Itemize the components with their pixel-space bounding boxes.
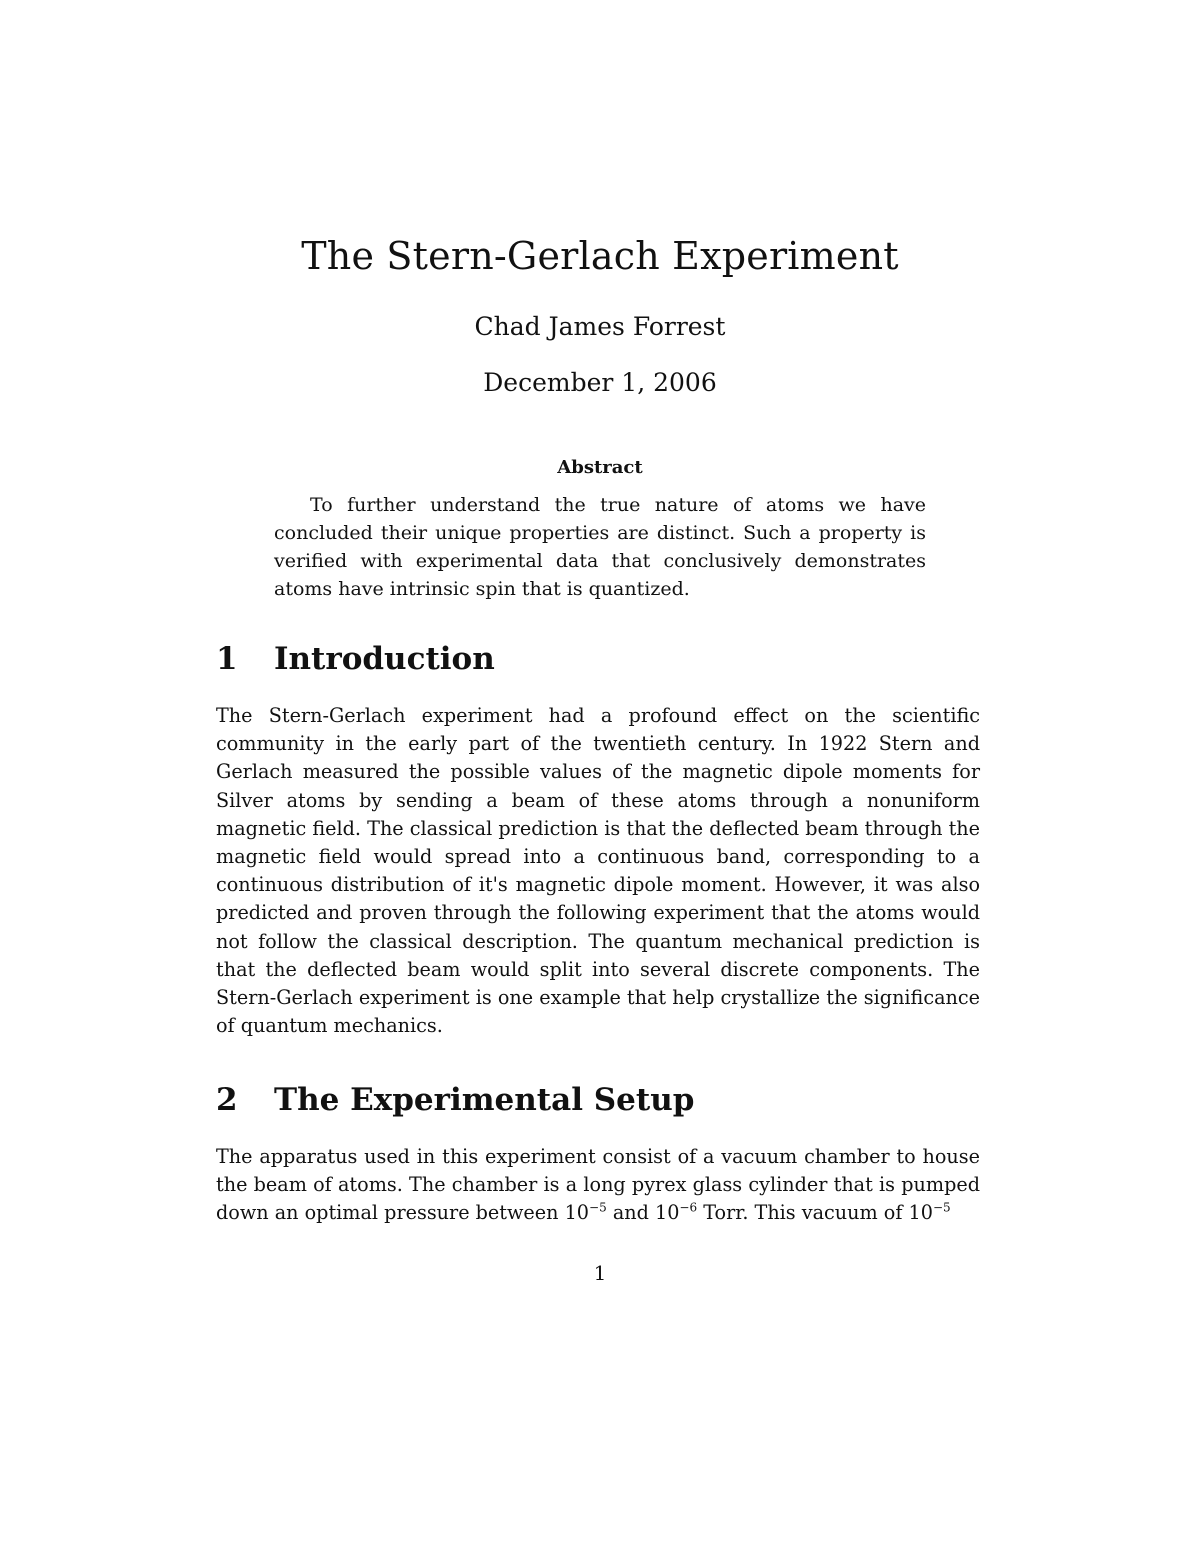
author-name: Chad James Forrest — [474, 312, 726, 341]
exponent: −5 — [932, 1201, 951, 1216]
section-number: 1 — [216, 641, 238, 677]
setup-text-part-3: Torr. This vacuum of 10 — [697, 1201, 933, 1225]
setup-text-part-1: The apparatus used in this experiment consist of a vacuum chamber to house the beam of atoms. The chamber is a long pyrex glass cylinder that is pumped down an optimal pressure between 10 — [216, 1145, 980, 1225]
section-title: The Experimental Setup — [274, 1082, 695, 1118]
exponent: −5 — [589, 1201, 607, 1216]
section-title: Introduction — [274, 641, 495, 677]
introduction-paragraph: The Stern-Gerlach experiment had a profound effect on the scientific community in the early part of the twentieth century. In 1922 Stern and Gerlach measured the possible values of the magnetic dipole moments for Silver atoms by sending a beam of these atoms through a nonuniform magnetic field. The classical prediction is that the deflected beam through the magnetic field would spread into a continuous band, corresponding to a continuous distribution of it's magnetic dipole moment. However, it was also predicted and proven through the following experiment that the atoms would not follow the classical description. The quantum mechanical prediction is that the deflected beam would split into several discrete components. The Stern-Gerlach experiment is one example that help crystallize the significance of quantum mechanics. — [216, 704, 980, 1038]
paper-title: The Stern-Gerlach Experiment — [301, 234, 899, 278]
abstract-heading: Abstract — [557, 457, 643, 478]
section-number: 2 — [216, 1082, 238, 1118]
abstract-text: To further understand the true nature of atoms we have concluded their unique properties are distinct. Such a property is verified with experimental data that conclusively demonstrates atoms have intrinsic spin that is quantized. — [274, 494, 926, 600]
page-number: 1 — [593, 1261, 607, 1285]
experimental-setup-paragraph — [216, 1143, 980, 1229]
section-heading-experimental-setup — [216, 1080, 986, 1120]
publication-date: December 1, 2006 — [483, 368, 717, 397]
exponent: −6 — [679, 1201, 698, 1216]
setup-text-part-2: and 10 — [606, 1201, 680, 1225]
section-heading-introduction — [216, 639, 986, 679]
